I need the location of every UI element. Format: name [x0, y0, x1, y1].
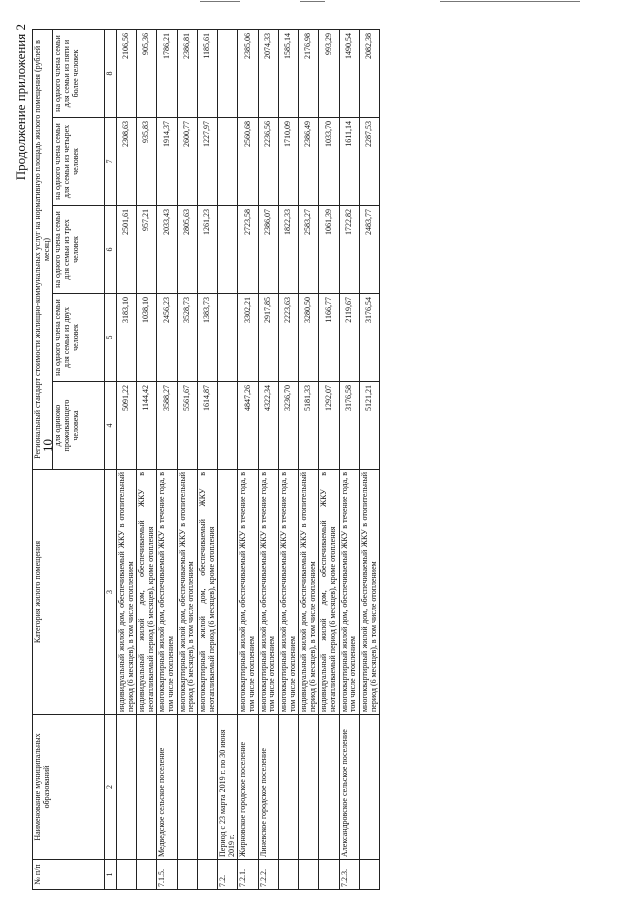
- table-row: [359, 29, 379, 889]
- row-category: многоквартирный жилой дом, обеспечиваемый ЖКУ в отопительный период (6 месяцев), в том числе отоплением: [177, 470, 197, 715]
- rotated-page-content: [10, 20, 630, 890]
- row-code: [116, 860, 136, 890]
- row-value: 1490,54: [339, 29, 359, 117]
- row-code: [137, 860, 157, 890]
- row-value: 935,83: [137, 118, 157, 206]
- row-category: индивидуальный жилой дом, обеспечиваемый ЖКУ в неотапливаемый период (6 месяцев), кроме отопления: [319, 470, 339, 715]
- row-municipality: [299, 715, 319, 860]
- table-row: [339, 29, 359, 889]
- row-value: 2308,63: [116, 118, 136, 206]
- row-code: 7.2.2.: [258, 860, 278, 890]
- period-row: [218, 29, 238, 889]
- table-row: [278, 29, 298, 889]
- row-value: 1261,23: [197, 206, 217, 294]
- row-category: многоквартирный жилой дом, обеспечиваемый ЖКУ в течение года, в том числе отоплением: [258, 470, 278, 715]
- row-code: [319, 860, 339, 890]
- row-category: индивидуальный жилой дом, обеспечиваемый ЖКУ в неотапливаемый период (6 месяцев), кроме отопления: [137, 470, 157, 715]
- standards-table: [32, 29, 380, 890]
- col-number: 1: [105, 860, 117, 890]
- row-municipality: Линевское городское поселение: [258, 715, 278, 860]
- row-value: 1383,73: [197, 294, 217, 382]
- row-code: [177, 860, 197, 890]
- row-value: 2386,49: [299, 118, 319, 206]
- table-row: [137, 29, 157, 889]
- row-value: 3302,21: [238, 294, 258, 382]
- row-value: 1710,09: [278, 118, 298, 206]
- header-sub: на одного члена семьи для семьи из четырех человек: [53, 118, 105, 206]
- row-value: 993,29: [319, 29, 339, 117]
- row-municipality: [137, 715, 157, 860]
- row-value: 2287,53: [359, 118, 379, 206]
- row-municipality: [359, 715, 379, 860]
- row-value: 2805,63: [177, 206, 197, 294]
- row-value: 2106,56: [116, 29, 136, 117]
- period-text: Период с 23 марта 2019 г. по 30 июня 2019 г.: [218, 715, 238, 860]
- header-category: Категория жилого помещения: [33, 470, 105, 715]
- row-value: 2176,98: [299, 29, 319, 117]
- row-value: 2456,23: [157, 294, 177, 382]
- row-value: 3183,10: [116, 294, 136, 382]
- row-value: 2483,77: [359, 206, 379, 294]
- row-code: 7.1.5.: [157, 860, 177, 890]
- row-value: 5561,67: [177, 382, 197, 470]
- row-value: 3280,50: [299, 294, 319, 382]
- appendix-title: Продолжение приложения 2: [13, 24, 28, 181]
- row-value: 5091,22: [116, 382, 136, 470]
- row-municipality: Медведское сельское поселение: [157, 715, 177, 860]
- row-value: 2074,33: [258, 29, 278, 117]
- header-sub: для одиноко проживающего человека: [53, 382, 105, 470]
- row-value: 1292,07: [319, 382, 339, 470]
- row-code: [278, 860, 298, 890]
- col-number: 6: [105, 206, 117, 294]
- header-sub: на одного члена семьи для семьи из трех человек: [53, 206, 105, 294]
- row-value: 3176,54: [359, 294, 379, 382]
- row-category: индивидуальный жилой дом, обеспечиваемый ЖКУ в отопительный период (6 месяцев), в том числе отоплением: [116, 470, 136, 715]
- row-value: 1914,37: [157, 118, 177, 206]
- col-number: 3: [105, 470, 117, 715]
- row-value: 2386,07: [258, 206, 278, 294]
- row-value: 4847,26: [238, 382, 258, 470]
- row-value: 3176,58: [339, 382, 359, 470]
- table-row: [177, 29, 197, 889]
- row-category: многоквартирный жилой дом, обеспечиваемый ЖКУ в течение года, в том числе отоплением: [339, 470, 359, 715]
- row-value: 1227,97: [197, 118, 217, 206]
- period-code: 7.2.: [218, 860, 238, 890]
- row-value: 2385,06: [238, 29, 258, 117]
- row-value: 5121,21: [359, 382, 379, 470]
- row-municipality: [116, 715, 136, 860]
- row-value: 957,21: [137, 206, 157, 294]
- col-number: 8: [105, 29, 117, 117]
- row-value: 1722,82: [339, 206, 359, 294]
- row-value: 2236,56: [258, 118, 278, 206]
- row-value: 1614,87: [197, 382, 217, 470]
- row-code: 7.2.3.: [339, 860, 359, 890]
- row-code: 7.2.1.: [238, 860, 258, 890]
- row-value: 2082,38: [359, 29, 379, 117]
- col-number: 5: [105, 294, 117, 382]
- row-municipality: [319, 715, 339, 860]
- row-value: 1585,14: [278, 29, 298, 117]
- row-value: 2560,68: [238, 118, 258, 206]
- table-row: [116, 29, 136, 889]
- row-value: 1033,70: [319, 118, 339, 206]
- header-standard-group: Региональный стандарт стоимости жилищно-коммунальных услуг на нормативную площадь жилого помещения (рублей в месяц): [33, 29, 53, 469]
- header-sub: на одного члена семьи для семьи из двух человек: [53, 294, 105, 382]
- row-value: 1822,33: [278, 206, 298, 294]
- row-value: 3528,73: [177, 294, 197, 382]
- table-row: [258, 29, 278, 889]
- row-municipality: [177, 715, 197, 860]
- row-category: многоквартирный жилой дом, обеспечиваемый ЖКУ в течение года, в том числе отоплением: [157, 470, 177, 715]
- col-number: 4: [105, 382, 117, 470]
- row-code: [359, 860, 379, 890]
- row-value: 5181,33: [299, 382, 319, 470]
- row-value: 2386,81: [177, 29, 197, 117]
- row-municipality: Александровское сельское поселение: [339, 715, 359, 860]
- row-category: индивидуальный жилой дом, обеспечиваемый ЖКУ в отопительный период (6 месяцев), в том числе отоплением: [299, 470, 319, 715]
- row-value: 2583,27: [299, 206, 319, 294]
- row-value: 1185,61: [197, 29, 217, 117]
- row-category: многоквартирный жилой дом, обеспечиваемый ЖКУ в отопительный период (6 месяцев), в том числе отоплением: [359, 470, 379, 715]
- row-value: 1038,10: [137, 294, 157, 382]
- row-code: [299, 860, 319, 890]
- header-municipality: Наименование муниципальных образований: [33, 715, 105, 860]
- row-value: 2119,67: [339, 294, 359, 382]
- row-value: 2917,85: [258, 294, 278, 382]
- row-value: 2033,43: [157, 206, 177, 294]
- table-row: [238, 29, 258, 889]
- row-value: 1611,14: [339, 118, 359, 206]
- header-num: № п/п: [33, 860, 105, 890]
- table-row: [157, 29, 177, 889]
- row-value: 905,36: [137, 29, 157, 117]
- row-value: 3588,27: [157, 382, 177, 470]
- row-value: 4322,34: [258, 382, 278, 470]
- row-municipality: [278, 715, 298, 860]
- col-number: 2: [105, 715, 117, 860]
- row-municipality: [197, 715, 217, 860]
- row-category: многоквартирный жилой дом, обеспечиваемый ЖКУ в течение года, в том числе отоплением: [278, 470, 298, 715]
- row-municipality: Жирновское городское поселение: [238, 715, 258, 860]
- row-value: 1144,42: [137, 382, 157, 470]
- col-number: 7: [105, 118, 117, 206]
- scan-edge-mark: [0, 0, 640, 4]
- row-value: 1786,21: [157, 29, 177, 117]
- table-row: [197, 29, 217, 889]
- row-value: 2600,77: [177, 118, 197, 206]
- row-value: 2723,58: [238, 206, 258, 294]
- header-sub: на одного члена семьи для семьи из пяти и более человек: [53, 29, 105, 117]
- row-value: 3236,70: [278, 382, 298, 470]
- table-row: [299, 29, 319, 889]
- page-number: 10: [40, 439, 55, 452]
- row-value: 1166,77: [319, 294, 339, 382]
- row-value: 2501,61: [116, 206, 136, 294]
- row-code: [197, 860, 217, 890]
- row-value: 2223,63: [278, 294, 298, 382]
- row-category: многоквартирный жилой дом, обеспечиваемый ЖКУ в течение года, в том числе отоплением: [238, 470, 258, 715]
- row-category: многоквартирный жилой дом, обеспечиваемый ЖКУ в неотапливаемый период (6 месяцев), кроме отопления: [197, 470, 217, 715]
- row-value: 1061,39: [319, 206, 339, 294]
- table-row: [319, 29, 339, 889]
